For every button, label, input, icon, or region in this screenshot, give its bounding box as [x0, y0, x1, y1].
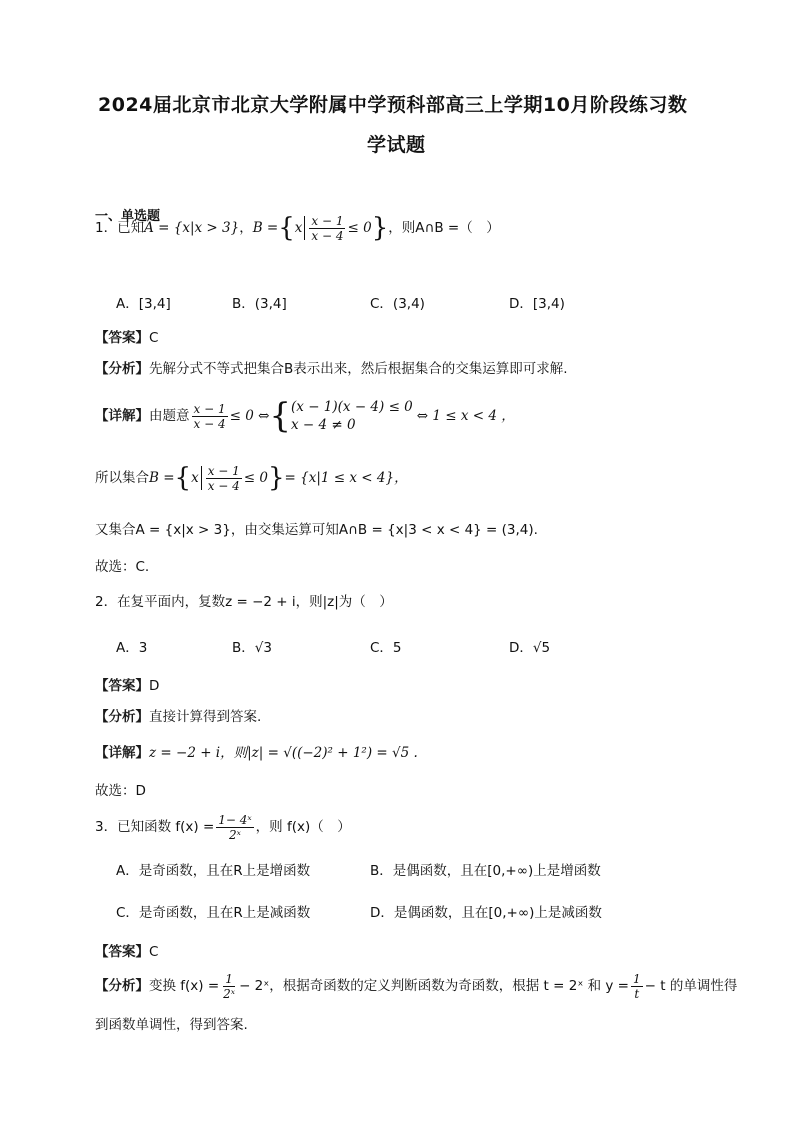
detail-le0: ≤ 0 ⇔ [229, 408, 270, 424]
set-bar-icon [304, 216, 305, 240]
q3-analysis-fraction2 [631, 972, 643, 1001]
line-b-frac-den: x − 4 [207, 478, 240, 493]
q2-option-a: A．3 [116, 640, 148, 656]
analysis-tag: 【分析】 [95, 978, 149, 994]
line-b-x: x [191, 470, 199, 486]
q3-analysis [95, 968, 737, 1004]
system-brace-icon: { [269, 396, 292, 436]
q2-option-b: B．√3 [232, 640, 272, 656]
line-b-suffix: = {x|1 ≤ x < 4}， [284, 470, 408, 486]
line-b-b: B = [149, 470, 175, 486]
left-brace-icon: { [174, 463, 192, 493]
q1-option-c: C．(3,4) [370, 296, 425, 312]
q1-stem [95, 213, 500, 243]
system-line2: x − 4 ≠ 0 [291, 417, 356, 433]
q2-detail [95, 744, 418, 762]
q3-analysis-line2: 到函数单调性，得到答案. [95, 1017, 248, 1033]
q1-option-a: A．[3,4] [116, 296, 171, 312]
analysis-text: 先解分式不等式把集合B表示出来，然后根据集合的交集运算即可求解. [149, 361, 568, 377]
analysis-tag: 【分析】 [95, 709, 149, 725]
q1-line-c: 又集合A = {x|x > 3}，由交集运算可知A∩B = {x|3 < x < 4} = (3,4). [95, 522, 538, 538]
answer-value: D [149, 678, 160, 694]
answer-tag: 【答案】 [95, 330, 149, 346]
q3-analysis-frac2-num: 1 [633, 971, 641, 986]
section-heading: 一、单选题 [95, 209, 161, 224]
analysis-tag: 【分析】 [95, 361, 149, 377]
q3-analysis-frac-den: 2ˣ [223, 986, 236, 1001]
q3-frac-den: 2ˣ [229, 827, 241, 842]
q1-detail [95, 397, 515, 435]
q3-analysis-b: − 2ˣ，根据奇函数的定义判断函数为奇函数，根据 t = 2ˣ 和 y = [239, 978, 629, 994]
q2-analysis [95, 708, 261, 726]
q2-stem: 2．在复平面内，复数z = −2 + i，则|z|为（ ） [95, 594, 393, 610]
doc-title-line1: 2024届北京市北京大学附属中学预科部高三上学期10月阶段练习数 [98, 94, 688, 116]
q3-analysis-fraction [221, 972, 237, 1001]
line-b-prefix: 所以集合 [95, 470, 149, 486]
detail-suffix: ⇔ 1 ≤ x < 4 ， [416, 408, 515, 424]
q1-fraction [309, 214, 345, 243]
q3-analysis-frac2-den: t [634, 986, 640, 1001]
q1-frac-num: x − 1 [311, 213, 344, 228]
q3-answer [95, 943, 158, 961]
detail-frac-num: x − 1 [193, 401, 226, 416]
q1-choose: 故选：C. [95, 559, 150, 575]
left-brace-icon: { [278, 213, 295, 243]
q3-fraction [216, 813, 253, 842]
q3-stem-prefix: 3．已知函数 f(x) = [95, 819, 215, 835]
q1-le0: ≤ 0 [347, 220, 372, 236]
q1-set-a: A = {x|x > 3} [144, 220, 240, 236]
q2-option-d: D．√5 [509, 640, 551, 656]
q3-frac-num: 1− 4ˣ [218, 812, 252, 827]
q1-option-b: B．(3,4] [232, 296, 287, 312]
answer-value: C [149, 944, 159, 960]
q1-b-lhs: B = [252, 220, 279, 236]
detail-frac-den: x − 4 [193, 416, 226, 431]
set-bar-icon [201, 466, 202, 490]
q3-option-d: D．是偶函数，且在[0,+∞)上是减函数 [370, 905, 602, 921]
q2-choose: 故选：D [95, 783, 146, 799]
q3-option-a: A．是奇函数，且在R上是增函数 [116, 863, 311, 879]
line-b-fraction [206, 464, 242, 493]
q2-option-c: C．5 [370, 640, 402, 656]
answer-tag: 【答案】 [95, 944, 149, 960]
answer-value: C [149, 330, 159, 346]
q1-prefix: 1．已知 [95, 220, 145, 236]
doc-title-line2: 学试题 [367, 134, 426, 156]
q3-stem [95, 809, 351, 845]
q3-option-b: B．是偶函数，且在[0,+∞)上是增函数 [370, 863, 601, 879]
q1-frac-den: x − 4 [311, 228, 344, 243]
q1-suffix: ，则A∩B =（ ） [388, 220, 500, 236]
q2-answer [95, 677, 159, 695]
detail-text: z = −2 + i，则|z| = √((−2)² + 1²) = √5 . [149, 745, 418, 761]
q1-x: x [294, 220, 303, 236]
q1-answer [95, 329, 158, 347]
q3-analysis-c: − t 的单调性得 [644, 978, 738, 994]
analysis-text: 直接计算得到答案. [149, 709, 262, 725]
system-line1: (x − 1)(x − 4) ≤ 0 [291, 399, 413, 415]
q3-analysis-frac-num: 1 [225, 971, 233, 986]
right-brace-icon: } [268, 463, 285, 493]
q1-analysis [95, 360, 568, 378]
q3-option-c: C．是奇函数，且在R上是减函数 [116, 905, 311, 921]
detail-tag: 【详解】 [95, 408, 149, 424]
answer-tag: 【答案】 [95, 678, 149, 694]
q3-stem-suffix: ，则 f(x)（ ） [255, 819, 351, 835]
q1-sep: ， [239, 220, 253, 236]
detail-fraction [192, 402, 228, 431]
line-b-frac-num: x − 1 [207, 463, 240, 478]
line-b-le0: ≤ 0 [243, 470, 268, 486]
detail-tag: 【详解】 [95, 745, 149, 761]
q1-option-d: D．[3,4) [509, 296, 565, 312]
q3-analysis-a: 变换 f(x) = [149, 978, 220, 994]
system-lines [291, 398, 413, 434]
right-brace-icon: } [371, 213, 389, 243]
q1-line-b [95, 463, 408, 493]
detail-prefix: 由题意 [149, 408, 190, 424]
